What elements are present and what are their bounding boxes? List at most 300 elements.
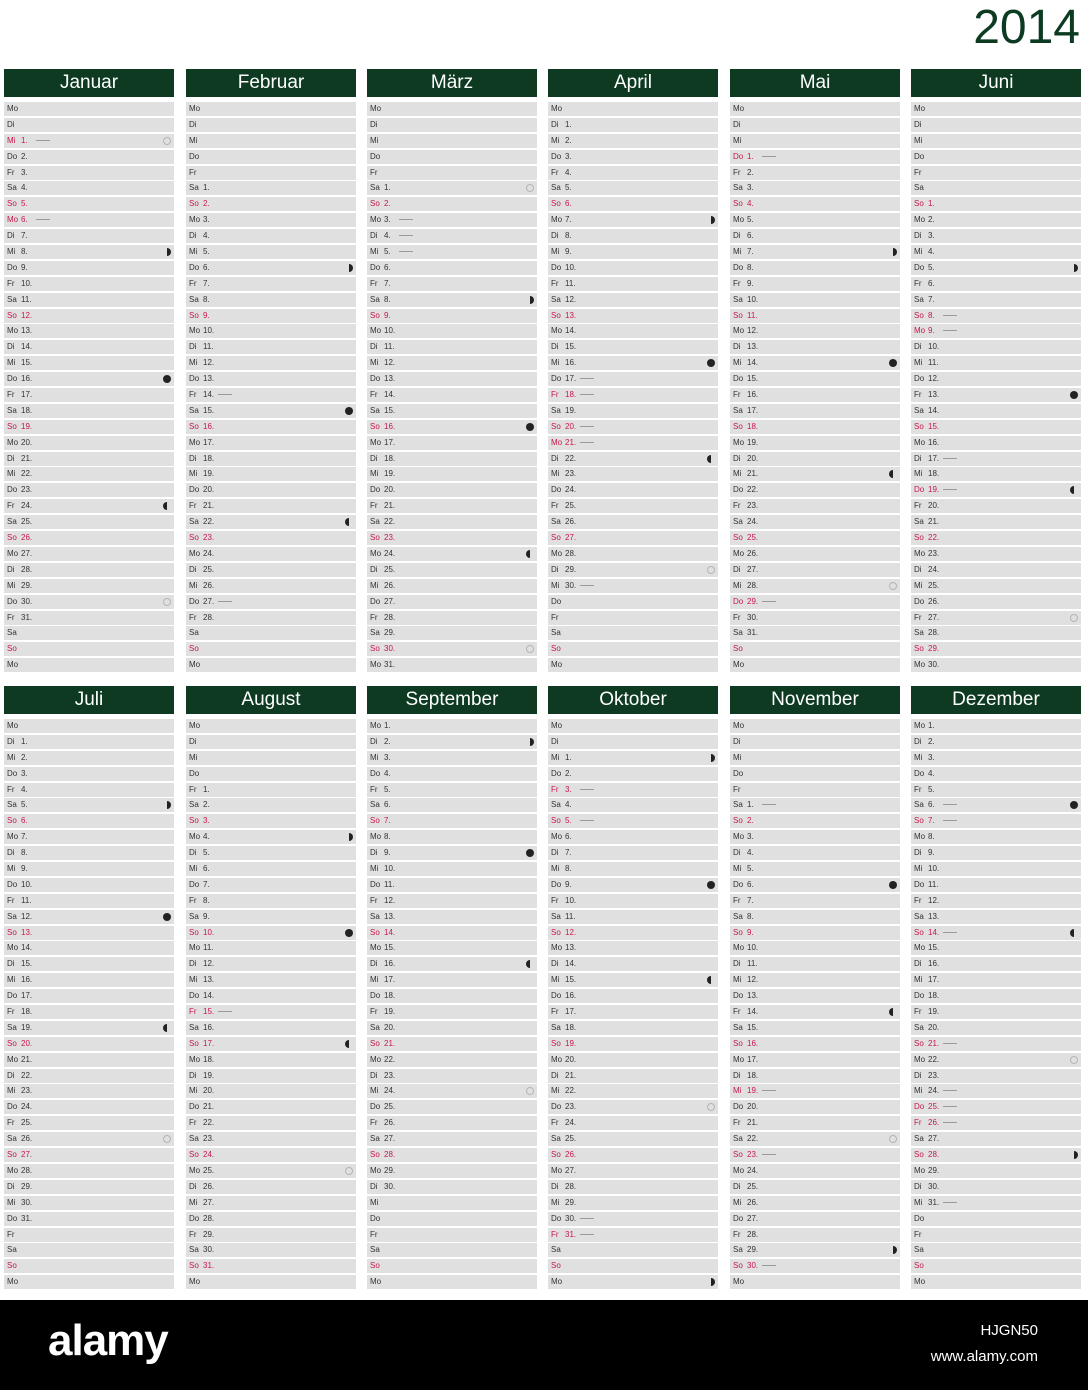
day-row[interactable]: [186, 340, 356, 354]
day-row[interactable]: [367, 941, 537, 955]
day-row[interactable]: [911, 309, 1081, 323]
day-row[interactable]: [911, 751, 1081, 765]
day-row[interactable]: [911, 862, 1081, 876]
day-row[interactable]: [4, 926, 174, 940]
day-row[interactable]: [548, 213, 718, 227]
day-row[interactable]: [4, 293, 174, 307]
day-row[interactable]: [186, 499, 356, 513]
day-row[interactable]: [730, 118, 900, 132]
day-row[interactable]: [911, 229, 1081, 243]
day-row[interactable]: [367, 229, 537, 243]
day-row[interactable]: [4, 1275, 174, 1289]
day-row[interactable]: [367, 846, 537, 860]
day-row[interactable]: [186, 626, 356, 640]
day-row[interactable]: [186, 973, 356, 987]
day-row[interactable]: [4, 910, 174, 924]
day-row[interactable]: [4, 862, 174, 876]
day-row[interactable]: [4, 830, 174, 844]
day-row[interactable]: [367, 894, 537, 908]
day-row[interactable]: [911, 1069, 1081, 1083]
day-row[interactable]: [730, 642, 900, 656]
day-row[interactable]: [186, 531, 356, 545]
day-row[interactable]: [548, 1021, 718, 1035]
day-row[interactable]: [911, 118, 1081, 132]
day-row[interactable]: [367, 118, 537, 132]
day-row[interactable]: [911, 499, 1081, 513]
day-row[interactable]: [730, 894, 900, 908]
day-row[interactable]: [4, 372, 174, 386]
day-row[interactable]: [911, 197, 1081, 211]
day-row[interactable]: [4, 134, 174, 148]
day-row[interactable]: [730, 798, 900, 812]
day-row[interactable]: [730, 1180, 900, 1194]
day-row[interactable]: [548, 941, 718, 955]
day-row[interactable]: [4, 388, 174, 402]
day-row[interactable]: [548, 878, 718, 892]
day-row[interactable]: [548, 642, 718, 656]
day-row[interactable]: [4, 1228, 174, 1242]
day-row[interactable]: [186, 150, 356, 164]
day-row[interactable]: [186, 1243, 356, 1257]
day-row[interactable]: [730, 1148, 900, 1162]
day-row[interactable]: [186, 1259, 356, 1273]
day-row[interactable]: [367, 1132, 537, 1146]
day-row[interactable]: [367, 213, 537, 227]
day-row[interactable]: [367, 181, 537, 195]
day-row[interactable]: [911, 452, 1081, 466]
day-row[interactable]: [730, 515, 900, 529]
day-row[interactable]: [367, 166, 537, 180]
day-row[interactable]: [730, 957, 900, 971]
day-row[interactable]: [186, 197, 356, 211]
day-row[interactable]: [730, 372, 900, 386]
day-row[interactable]: [4, 1037, 174, 1051]
day-row[interactable]: [367, 1228, 537, 1242]
day-row[interactable]: [367, 499, 537, 513]
day-row[interactable]: [730, 1053, 900, 1067]
day-row[interactable]: [4, 197, 174, 211]
day-row[interactable]: [911, 719, 1081, 733]
day-row[interactable]: [367, 309, 537, 323]
day-row[interactable]: [4, 814, 174, 828]
day-row[interactable]: [548, 166, 718, 180]
day-row[interactable]: [367, 134, 537, 148]
day-row[interactable]: [548, 563, 718, 577]
day-row[interactable]: [730, 926, 900, 940]
day-row[interactable]: [911, 181, 1081, 195]
day-row[interactable]: [548, 118, 718, 132]
day-row[interactable]: [548, 751, 718, 765]
day-row[interactable]: [730, 356, 900, 370]
day-row[interactable]: [548, 499, 718, 513]
day-row[interactable]: [4, 1053, 174, 1067]
day-row[interactable]: [186, 1132, 356, 1146]
day-row[interactable]: [4, 626, 174, 640]
day-row[interactable]: [4, 150, 174, 164]
day-row[interactable]: [367, 261, 537, 275]
day-row[interactable]: [367, 719, 537, 733]
day-row[interactable]: [186, 388, 356, 402]
day-row[interactable]: [730, 830, 900, 844]
day-row[interactable]: [548, 626, 718, 640]
day-row[interactable]: [367, 1275, 537, 1289]
day-row[interactable]: [730, 483, 900, 497]
day-row[interactable]: [367, 814, 537, 828]
day-row[interactable]: [548, 814, 718, 828]
day-row[interactable]: [4, 420, 174, 434]
day-row[interactable]: [4, 213, 174, 227]
day-row[interactable]: [730, 340, 900, 354]
day-row[interactable]: [186, 1196, 356, 1210]
day-row[interactable]: [367, 452, 537, 466]
day-row[interactable]: [730, 452, 900, 466]
day-row[interactable]: [367, 324, 537, 338]
day-row[interactable]: [911, 957, 1081, 971]
day-row[interactable]: [186, 862, 356, 876]
day-row[interactable]: [911, 798, 1081, 812]
day-row[interactable]: [730, 1069, 900, 1083]
day-row[interactable]: [548, 1196, 718, 1210]
day-row[interactable]: [911, 611, 1081, 625]
day-row[interactable]: [367, 1259, 537, 1273]
day-row[interactable]: [730, 767, 900, 781]
day-row[interactable]: [911, 1005, 1081, 1019]
day-row[interactable]: [548, 957, 718, 971]
day-row[interactable]: [548, 340, 718, 354]
day-row[interactable]: [548, 324, 718, 338]
day-row[interactable]: [367, 595, 537, 609]
day-row[interactable]: [4, 973, 174, 987]
day-row[interactable]: [548, 595, 718, 609]
day-row[interactable]: [911, 483, 1081, 497]
day-row[interactable]: [186, 1069, 356, 1083]
day-row[interactable]: [730, 814, 900, 828]
day-row[interactable]: [4, 719, 174, 733]
day-row[interactable]: [367, 611, 537, 625]
day-row[interactable]: [186, 261, 356, 275]
day-row[interactable]: [186, 957, 356, 971]
day-row[interactable]: [730, 404, 900, 418]
day-row[interactable]: [548, 293, 718, 307]
day-row[interactable]: [186, 1116, 356, 1130]
day-row[interactable]: [548, 150, 718, 164]
day-row[interactable]: [186, 1275, 356, 1289]
day-row[interactable]: [911, 1084, 1081, 1098]
day-row[interactable]: [548, 197, 718, 211]
day-row[interactable]: [730, 1275, 900, 1289]
day-row[interactable]: [367, 563, 537, 577]
day-row[interactable]: [911, 547, 1081, 561]
day-row[interactable]: [548, 798, 718, 812]
day-row[interactable]: [548, 611, 718, 625]
day-row[interactable]: [548, 1148, 718, 1162]
day-row[interactable]: [548, 531, 718, 545]
day-row[interactable]: [730, 245, 900, 259]
day-row[interactable]: [367, 783, 537, 797]
day-row[interactable]: [730, 1228, 900, 1242]
day-row[interactable]: [548, 719, 718, 733]
day-row[interactable]: [186, 436, 356, 450]
day-row[interactable]: [4, 989, 174, 1003]
day-row[interactable]: [730, 293, 900, 307]
day-row[interactable]: [911, 1180, 1081, 1194]
day-row[interactable]: [186, 989, 356, 1003]
day-row[interactable]: [548, 1084, 718, 1098]
day-row[interactable]: [4, 878, 174, 892]
day-row[interactable]: [911, 735, 1081, 749]
day-row[interactable]: [730, 1212, 900, 1226]
day-row[interactable]: [4, 1005, 174, 1019]
day-row[interactable]: [367, 1021, 537, 1035]
day-row[interactable]: [4, 245, 174, 259]
day-row[interactable]: [367, 1180, 537, 1194]
day-row[interactable]: [367, 1116, 537, 1130]
day-row[interactable]: [730, 420, 900, 434]
day-row[interactable]: [186, 309, 356, 323]
day-row[interactable]: [730, 467, 900, 481]
day-row[interactable]: [911, 926, 1081, 940]
day-row[interactable]: [4, 767, 174, 781]
day-row[interactable]: [367, 340, 537, 354]
day-row[interactable]: [730, 846, 900, 860]
day-row[interactable]: [548, 420, 718, 434]
day-row[interactable]: [367, 910, 537, 924]
day-row[interactable]: [4, 941, 174, 955]
day-row[interactable]: [548, 181, 718, 195]
day-row[interactable]: [730, 166, 900, 180]
day-row[interactable]: [4, 894, 174, 908]
day-row[interactable]: [548, 404, 718, 418]
day-row[interactable]: [367, 1053, 537, 1067]
day-row[interactable]: [186, 846, 356, 860]
day-row[interactable]: [186, 547, 356, 561]
day-row[interactable]: [730, 1132, 900, 1146]
day-row[interactable]: [730, 531, 900, 545]
day-row[interactable]: [186, 767, 356, 781]
day-row[interactable]: [730, 309, 900, 323]
day-row[interactable]: [4, 1180, 174, 1194]
day-row[interactable]: [186, 1148, 356, 1162]
day-row[interactable]: [367, 436, 537, 450]
day-row[interactable]: [730, 499, 900, 513]
day-row[interactable]: [367, 957, 537, 971]
day-row[interactable]: [730, 1116, 900, 1130]
day-row[interactable]: [730, 658, 900, 672]
day-row[interactable]: [367, 642, 537, 656]
day-row[interactable]: [186, 658, 356, 672]
day-row[interactable]: [186, 467, 356, 481]
day-row[interactable]: [911, 973, 1081, 987]
day-row[interactable]: [730, 1084, 900, 1098]
day-row[interactable]: [367, 150, 537, 164]
day-row[interactable]: [911, 894, 1081, 908]
day-row[interactable]: [367, 102, 537, 116]
day-row[interactable]: [367, 1196, 537, 1210]
day-row[interactable]: [186, 356, 356, 370]
day-row[interactable]: [367, 1100, 537, 1114]
day-row[interactable]: [548, 735, 718, 749]
day-row[interactable]: [186, 1021, 356, 1035]
day-row[interactable]: [186, 579, 356, 593]
day-row[interactable]: [367, 926, 537, 940]
day-row[interactable]: [4, 261, 174, 275]
day-row[interactable]: [186, 735, 356, 749]
day-row[interactable]: [367, 277, 537, 291]
day-row[interactable]: [911, 814, 1081, 828]
day-row[interactable]: [911, 134, 1081, 148]
day-row[interactable]: [4, 531, 174, 545]
day-row[interactable]: [730, 1259, 900, 1273]
day-row[interactable]: [4, 1259, 174, 1273]
day-row[interactable]: [730, 626, 900, 640]
day-row[interactable]: [186, 420, 356, 434]
day-row[interactable]: [911, 467, 1081, 481]
day-row[interactable]: [730, 783, 900, 797]
day-row[interactable]: [367, 293, 537, 307]
day-row[interactable]: [730, 989, 900, 1003]
day-row[interactable]: [186, 372, 356, 386]
day-row[interactable]: [186, 563, 356, 577]
day-row[interactable]: [548, 783, 718, 797]
day-row[interactable]: [911, 1196, 1081, 1210]
day-row[interactable]: [186, 213, 356, 227]
day-row[interactable]: [911, 324, 1081, 338]
day-row[interactable]: [186, 483, 356, 497]
day-row[interactable]: [4, 356, 174, 370]
day-row[interactable]: [548, 579, 718, 593]
day-row[interactable]: [548, 245, 718, 259]
day-row[interactable]: [730, 595, 900, 609]
day-row[interactable]: [911, 1212, 1081, 1226]
day-row[interactable]: [730, 1196, 900, 1210]
day-row[interactable]: [911, 150, 1081, 164]
day-row[interactable]: [367, 1148, 537, 1162]
day-row[interactable]: [911, 277, 1081, 291]
day-row[interactable]: [730, 1164, 900, 1178]
day-row[interactable]: [911, 989, 1081, 1003]
day-row[interactable]: [367, 483, 537, 497]
day-row[interactable]: [911, 1053, 1081, 1067]
day-row[interactable]: [730, 579, 900, 593]
day-row[interactable]: [4, 1084, 174, 1098]
day-row[interactable]: [730, 1037, 900, 1051]
day-row[interactable]: [730, 1005, 900, 1019]
day-row[interactable]: [911, 420, 1081, 434]
day-row[interactable]: [367, 878, 537, 892]
day-row[interactable]: [548, 388, 718, 402]
day-row[interactable]: [4, 515, 174, 529]
day-row[interactable]: [911, 1021, 1081, 1035]
day-row[interactable]: [548, 767, 718, 781]
day-row[interactable]: [730, 181, 900, 195]
day-row[interactable]: [367, 862, 537, 876]
day-row[interactable]: [4, 563, 174, 577]
day-row[interactable]: [4, 166, 174, 180]
day-row[interactable]: [548, 1180, 718, 1194]
day-row[interactable]: [548, 356, 718, 370]
day-row[interactable]: [4, 846, 174, 860]
day-row[interactable]: [4, 324, 174, 338]
day-row[interactable]: [186, 118, 356, 132]
day-row[interactable]: [4, 735, 174, 749]
day-row[interactable]: [548, 658, 718, 672]
day-row[interactable]: [911, 293, 1081, 307]
day-row[interactable]: [186, 1084, 356, 1098]
day-row[interactable]: [911, 1037, 1081, 1051]
day-row[interactable]: [4, 229, 174, 243]
day-row[interactable]: [186, 1212, 356, 1226]
day-row[interactable]: [730, 213, 900, 227]
day-row[interactable]: [911, 1148, 1081, 1162]
day-row[interactable]: [4, 595, 174, 609]
day-row[interactable]: [548, 1132, 718, 1146]
day-row[interactable]: [911, 531, 1081, 545]
day-row[interactable]: [186, 134, 356, 148]
day-row[interactable]: [186, 515, 356, 529]
day-row[interactable]: [4, 483, 174, 497]
day-row[interactable]: [548, 1037, 718, 1051]
day-row[interactable]: [548, 102, 718, 116]
day-row[interactable]: [548, 894, 718, 908]
day-row[interactable]: [186, 166, 356, 180]
day-row[interactable]: [911, 1100, 1081, 1114]
day-row[interactable]: [186, 229, 356, 243]
day-row[interactable]: [4, 1021, 174, 1035]
day-row[interactable]: [186, 102, 356, 116]
day-row[interactable]: [548, 452, 718, 466]
day-row[interactable]: [4, 340, 174, 354]
day-row[interactable]: [186, 894, 356, 908]
day-row[interactable]: [186, 719, 356, 733]
day-row[interactable]: [911, 245, 1081, 259]
day-row[interactable]: [186, 1100, 356, 1114]
day-row[interactable]: [730, 134, 900, 148]
day-row[interactable]: [730, 735, 900, 749]
day-row[interactable]: [4, 1148, 174, 1162]
day-row[interactable]: [4, 277, 174, 291]
day-row[interactable]: [367, 467, 537, 481]
day-row[interactable]: [911, 579, 1081, 593]
day-row[interactable]: [548, 1116, 718, 1130]
day-row[interactable]: [4, 499, 174, 513]
day-row[interactable]: [548, 926, 718, 940]
day-row[interactable]: [911, 563, 1081, 577]
day-row[interactable]: [4, 783, 174, 797]
day-row[interactable]: [548, 1005, 718, 1019]
day-row[interactable]: [186, 910, 356, 924]
day-row[interactable]: [548, 1243, 718, 1257]
day-row[interactable]: [548, 1275, 718, 1289]
day-row[interactable]: [730, 1243, 900, 1257]
day-row[interactable]: [548, 229, 718, 243]
day-row[interactable]: [911, 658, 1081, 672]
day-row[interactable]: [548, 1212, 718, 1226]
day-row[interactable]: [730, 862, 900, 876]
day-row[interactable]: [4, 547, 174, 561]
day-row[interactable]: [548, 372, 718, 386]
day-row[interactable]: [548, 134, 718, 148]
day-row[interactable]: [367, 356, 537, 370]
day-row[interactable]: [548, 989, 718, 1003]
day-row[interactable]: [911, 846, 1081, 860]
day-row[interactable]: [367, 1069, 537, 1083]
day-row[interactable]: [911, 340, 1081, 354]
day-row[interactable]: [186, 783, 356, 797]
day-row[interactable]: [548, 862, 718, 876]
day-row[interactable]: [4, 642, 174, 656]
day-row[interactable]: [4, 1212, 174, 1226]
day-row[interactable]: [367, 973, 537, 987]
